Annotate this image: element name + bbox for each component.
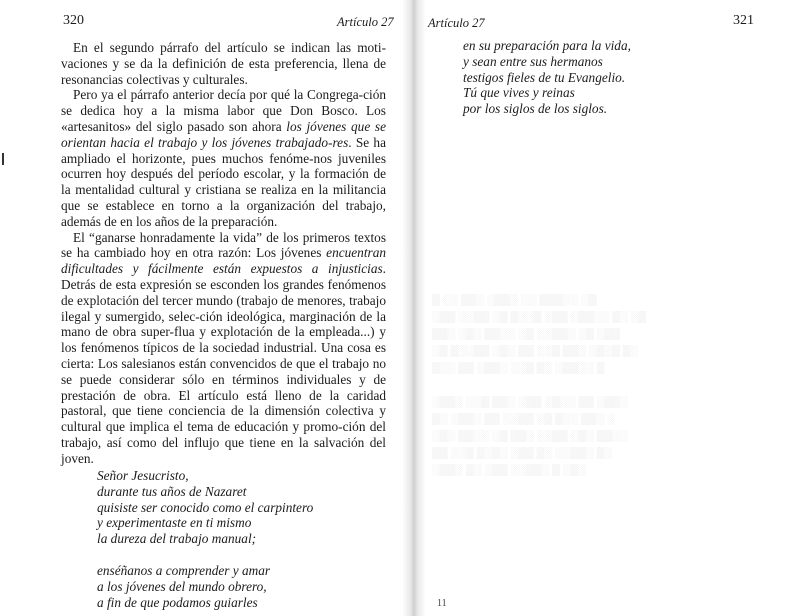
page-edge-mark	[2, 153, 4, 165]
stanza-gap	[97, 547, 313, 563]
right-page	[426, 0, 801, 616]
page-number-left: 320	[63, 13, 84, 28]
paragraph-text: . Se ha ampliado el horizonte, pues muchos fenóme-nos juveniles ocurren hoy después del período escolar, y la formación de la mentalidad cultural y cristiana se realiza en la militancia que se establece en torno a la organización del trabajo, además de en los años de la preparación.	[61, 134, 386, 229]
prayer-line: Tú que vives y reinas	[463, 85, 575, 101]
body-paragraph	[61, 230, 386, 467]
prayer-line: testigos fieles de tu Evangelio.	[463, 69, 626, 85]
prayer-line: la dureza del trabajo manual;	[97, 531, 257, 547]
body-paragraph	[61, 40, 386, 87]
prayer-right	[463, 38, 631, 117]
paragraph-text: El “ganarse honradamente la vida” de los primeros textos se ha cambiado hoy en otra razón: Los jóvenes	[61, 229, 386, 261]
running-head-left: Artículo 27	[337, 15, 394, 29]
paragraph-text: . Detrás de esta expresión se esconden los grandes fenómenos de explotación del tercer mundo (trabajo de menores, trabajo ilegal y sumergido, selec-ción ideológica, marginación de la mano de obra super-flua y explotación de la empleada...) y los fenómenos típicos de la sociedad industrial. Una cosa es cierta: Los salesianos están convencidos de que el trabajo no se puede considerar sólo en términos individuales y de prestación de obra. El artículo está lleno de la caridad pastoral, que tiene conciencia de la dimensión colectiva y cultural que implica el tema de educación y promo-ción del trabajo, así como del influjo que tiene en la salvación del joven.	[61, 261, 386, 466]
prayer-line: y sean entre sus hermanos	[463, 53, 603, 69]
prayer-line: durante tus años de Nazaret	[97, 483, 247, 499]
prayer-line: por los siglos de los siglos.	[463, 101, 608, 117]
show-through-text: ▒ ░░ ▒▒░ ░▒▒░ ░░ ▒▒▒░░ ░▒ ░▒▒ ░░▒▒ ░▒ ▒░░▒ ░▒▒ ░▒▒░░ ▒░ ░▒ ▒▒░ ░▒░ ▒▒░░ ░▒ ░░▒▒░ ░▒ ░▒▒ ░▒ ▒░░▒▒ ░▒░ ▒▒ ░░▒ ▒▒░ ░▒░▒ ▒░ ▒░░ ▒▒ ░▒▒░ ░░▒ ▒░ ░▒▒░░ ▒ ░▒▒░ ░░▒ ▒▒░ ░▒▒ ░▒░░ ▒▒ ░▒▒░ ▒░ ░▒▒░ ▒▒ ░░▒▒ ░▒ ▒░░ ▒▒░ ░ ░▒░ ▒▒░░ ░▒ ▒▒░ ░░▒▒ ░▒░ ▒▒░░ ▒▒ ░░▒ ▒░▒░ ░▒▒ ▒░ ░░▒▒░ ▒░ ░▒▒░ ▒░ ░▒▒ ░░▒▒░ ▒ ░▒░	[432, 294, 647, 476]
article-body	[61, 40, 386, 467]
book-gutter	[402, 0, 426, 616]
footer-mark: 11	[437, 598, 447, 609]
prayer-line: en su preparación para la vida,	[463, 38, 631, 53]
emphasis-text: los jóvenes que se orientan hacia el trabajo y los jóvenes trabajado-res	[61, 118, 386, 150]
prayer-line: y experimentaste en ti mismo	[97, 515, 252, 531]
prayer-line: Señor Jesucristo,	[97, 468, 189, 483]
prayer-line: a los jóvenes del mundo obrero,	[97, 578, 267, 594]
prayer-stanza-1	[97, 468, 313, 547]
emphasis-text: encuentran dificultades y fácilmente están expuestos a injusticias	[61, 245, 386, 277]
paragraph-text: En el segundo párrafo del artículo se indican las moti-vaciones y se da la definición de esta preferencia, llena de resonancias colectivas y culturales.	[61, 40, 386, 87]
prayer-line: quisiste ser conocido como el carpintero	[97, 499, 314, 515]
body-paragraph	[61, 87, 386, 229]
prayer-stanza-2	[97, 563, 313, 610]
running-head-right: Artículo 27	[428, 16, 485, 30]
prayer-line: a fin de que podamos guiarles	[97, 594, 258, 610]
page-number-right: 321	[733, 13, 754, 28]
paragraph-text: Pero ya el párrafo anterior decía por qué la Congrega-ción se dedica hoy a la misma labor que Don Bosco. Los «artesanitos» del siglo pasado son ahora	[61, 87, 386, 134]
prayer-line: enséñanos a comprender y amar	[97, 562, 271, 578]
prayer-left	[97, 468, 313, 610]
